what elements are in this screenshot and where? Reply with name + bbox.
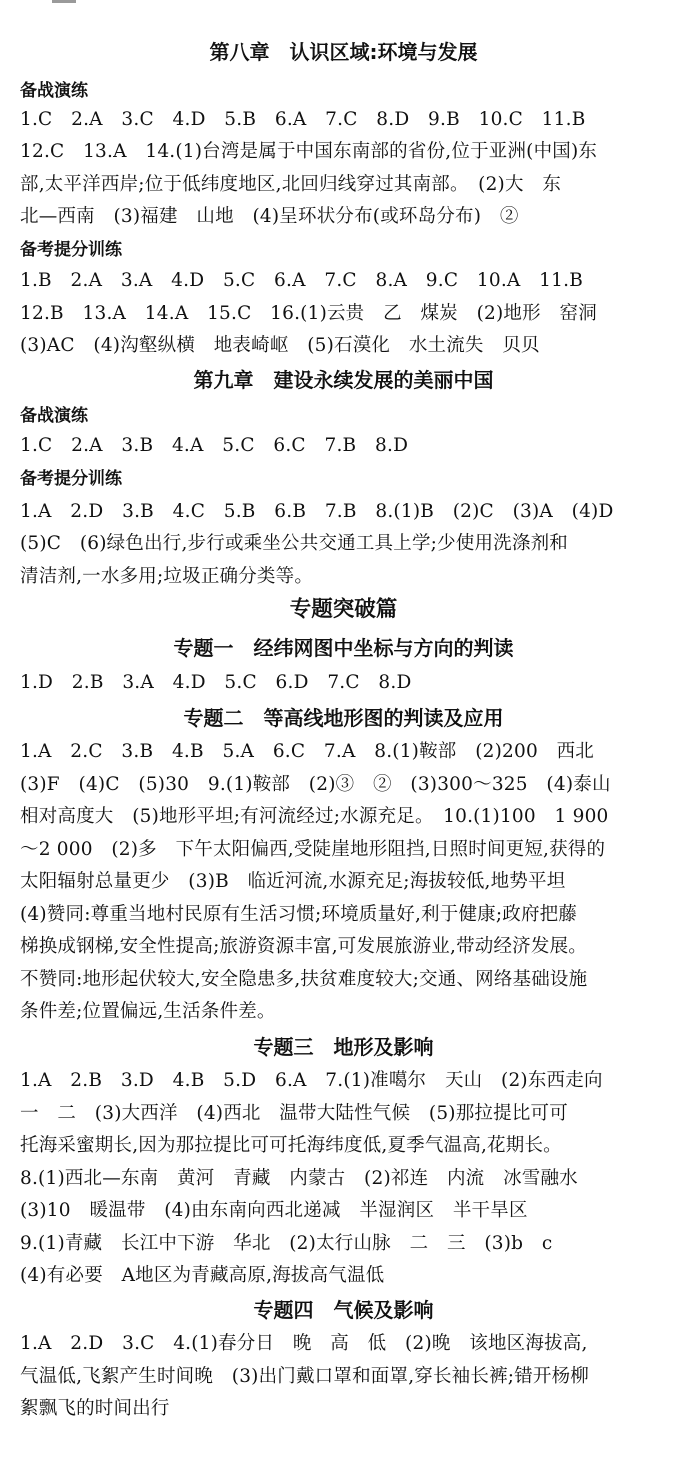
topic4-title: 专题四 气候及影响: [253, 1298, 434, 1322]
answer-line: 1.C 2.A 3.C 4.D 5.B 6.A 7.C 8.D 9.B 10.C 11.B: [20, 109, 586, 130]
answer-line: (4)赞同:尊重当地村民原有生活习惯;环境质量好,利于健康;政府把藤: [20, 904, 578, 925]
answer-line: ～2 000 (2)多 下午太阳偏西,受陡崖地形阻挡,日照时间更短,获得的: [20, 839, 606, 860]
answer-line: 9.(1)青藏 长江中下游 华北 (2)太行山脉 二 三 (3)b c: [20, 1233, 553, 1254]
answer-line: 絮飘飞的时间出行: [20, 1398, 170, 1419]
answer-line: 8.(1)西北—东南 黄河 青藏 内蒙古 (2)祁连 内流 冰雪融水: [20, 1168, 578, 1189]
answer-line: (5)C (6)绿色出行,步行或乘坐公共交通工具上学;少使用洗涤剂和: [20, 533, 568, 554]
answer-line: (3)10 暖温带 (4)由东南向西北递减 半湿润区 半干旱区: [20, 1200, 528, 1221]
answer-line: 1.C 2.A 3.B 4.A 5.C 6.C 7.B 8.D: [20, 435, 409, 456]
answer-line: 梯换成钢梯,安全性提高;旅游资源丰富,可发展旅游业,带动经济发展。: [20, 936, 587, 957]
answer-line: 不赞同:地形起伏较大,安全隐患多,扶贫难度较大;交通、网络基础设施: [20, 969, 588, 990]
answer-line: 相对高度大 (5)地形平坦;有河流经过;水源充足。 10.(1)100 1 900: [20, 806, 609, 827]
chapter8-section2-title: 备考提分训练: [20, 240, 122, 260]
answer-line: 一 二 (3)大西洋 (4)西北 温带大陆性气候 (5)那拉提比可可: [20, 1103, 568, 1124]
answer-line: 1.B 2.A 3.A 4.D 5.C 6.A 7.C 8.A 9.C 10.A 11.B: [20, 270, 583, 291]
answer-line: 1.A 2.D 3.C 4.(1)春分日 晚 高 低 (2)晚 该地区海拔高,: [20, 1333, 588, 1354]
chapter8-section1-title: 备战演练: [20, 81, 88, 101]
answer-line: 气温低,飞絮产生时间晚 (3)出门戴口罩和面罩,穿长袖长裤;错开杨柳: [20, 1366, 590, 1387]
topic3-title: 专题三 地形及影响: [253, 1035, 434, 1059]
chapter9-section1-title: 备战演练: [20, 406, 88, 426]
chapter9-title: 第九章 建设永续发展的美丽中国: [193, 368, 494, 392]
answer-line: 1.A 2.C 3.B 4.B 5.A 6.C 7.A 8.(1)鞍部 (2)200 西北: [20, 741, 595, 762]
chapter9-section2-title: 备考提分训练: [20, 469, 122, 489]
answer-line: 太阳辐射总量更少 (3)B 临近河流,水源充足;海拔较低,地势平坦: [20, 871, 566, 892]
topic1-title: 专题一 经纬网图中坐标与方向的判读: [173, 636, 514, 660]
page-edge-mark: [52, 0, 76, 3]
answer-line: 清洁剂,一水多用;垃圾正确分类等。: [20, 566, 314, 587]
topic2-title: 专题二 等高线地形图的判读及应用: [183, 706, 504, 730]
chapter8-title: 第八章 认识区域:环境与发展: [209, 40, 478, 64]
answer-line: (4)有必要 A地区为青藏高原,海拔高气温低: [20, 1265, 385, 1286]
answer-line: 12.B 13.A 14.A 15.C 16.(1)云贵 乙 煤炭 (2)地形 窑洞: [20, 303, 597, 324]
special-section-title: 专题突破篇: [289, 597, 398, 622]
answer-line: (3)F (4)C (5)30 9.(1)鞍部 (2)③ ② (3)300～325 (4)泰山: [20, 774, 611, 795]
answer-line: 托海采蜜期长,因为那拉提比可可托海纬度低,夏季气温高,花期长。: [20, 1135, 562, 1156]
answer-line: 条件差;位置偏远,生活条件差。: [20, 1001, 276, 1022]
answer-line: 北—西南 (3)福建 山地 (4)呈环状分布(或环岛分布) ②: [20, 206, 519, 227]
answer-line: 1.A 2.B 3.D 4.B 5.D 6.A 7.(1)准噶尔 天山 (2)东西走向: [20, 1070, 603, 1091]
answer-line: 1.D 2.B 3.A 4.D 5.C 6.D 7.C 8.D: [20, 672, 412, 693]
answer-line: 1.A 2.D 3.B 4.C 5.B 6.B 7.B 8.(1)B (2)C (3)A (4)D: [20, 501, 614, 522]
answer-line: (3)AC (4)沟壑纵横 地表崎岖 (5)石漠化 水土流失 贝贝: [20, 335, 540, 356]
answer-line: 12.C 13.A 14.(1)台湾是属于中国东南部的省份,位于亚洲(中国)东: [20, 141, 598, 162]
answer-line: 部,太平洋西岸;位于低纬度地区,北回归线穿过其南部。 (2)大 东: [20, 174, 562, 195]
